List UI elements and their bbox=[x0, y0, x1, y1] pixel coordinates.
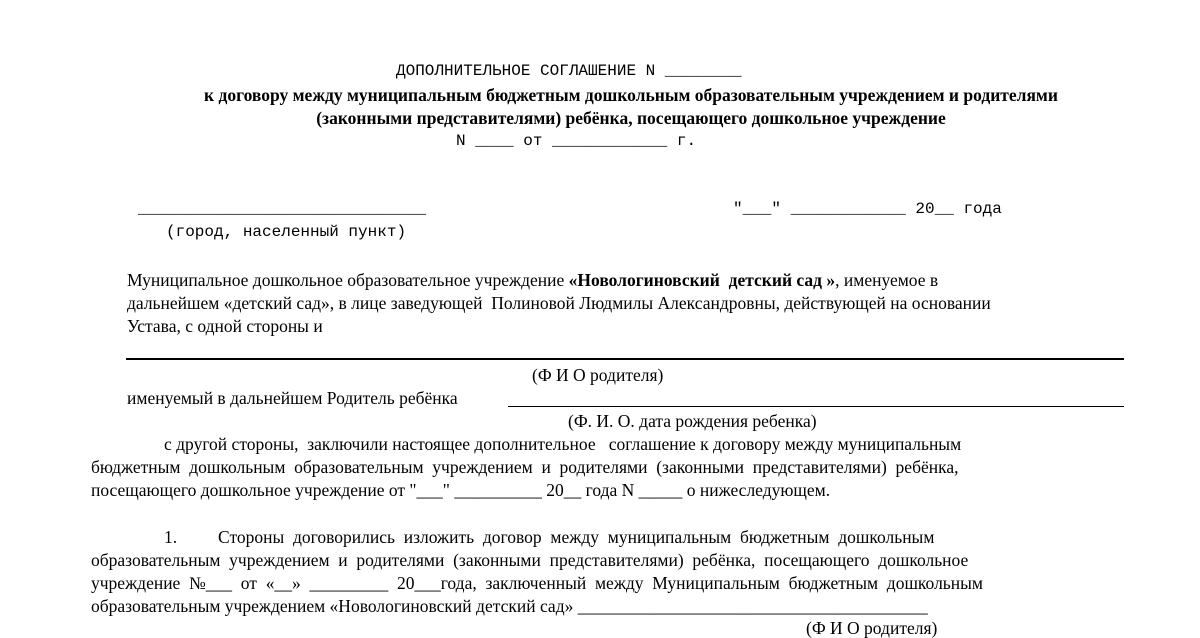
agreement-line3: посещающего дошкольное учреждение от "___" __________ 20__ года N _____ о нижеследующем. bbox=[91, 480, 831, 500]
intro-line1-suffix: , именуемое в bbox=[835, 270, 939, 290]
intro-line3: Устава, с одной стороны и bbox=[127, 316, 323, 336]
city-caption: (город, населенный пункт) bbox=[166, 223, 407, 241]
document-subtitle-line2: (законными представителями) ребёнка, посещающего дошкольное учреждение bbox=[316, 108, 946, 128]
child-fio-rule bbox=[508, 406, 1124, 407]
clause1-line1: Стороны договорились изложить договор между муниципальным бюджетным дошкольным bbox=[218, 527, 935, 547]
clause1-number: 1. bbox=[164, 527, 178, 547]
document-title: ДОПОЛНИТЕЛЬНОЕ СОГЛАШЕНИЕ N ________ bbox=[396, 62, 742, 80]
date-line: "___" ____________ 20__ года bbox=[733, 200, 1002, 218]
intro-line2: дальнейшем «детский сад», в лице заведующей Полиновой Людмилы Александровны, действующей на основании bbox=[127, 293, 991, 313]
child-fio-caption: (Ф. И. О. дата рождения ребенка) bbox=[568, 411, 817, 431]
clause1-line4: образовательным учреждением «Новологиновский детский сад» ________________________________________ bbox=[91, 596, 928, 616]
clause1-line2: образовательным учреждением и родителями (законными представителями) ребёнка, посещающего дошкольное bbox=[91, 550, 969, 570]
parent-fio-rule bbox=[126, 358, 1124, 360]
agreement-line2: бюджетным дошкольным образовательным учреждением и родителями (законными представителями) ребёнка, bbox=[91, 457, 959, 477]
intro-line1 bbox=[127, 272, 938, 290]
clause1-line3: учреждение №___ от «__» _________ 20___года, заключенный между Муниципальным бюджетным дошкольным bbox=[91, 573, 983, 593]
document-number-line: N ____ от ____________ г. bbox=[456, 132, 697, 150]
agreement-line1: с другой стороны, заключили настоящее дополнительное соглашение к договору между муниципальным bbox=[164, 434, 962, 454]
parent-named-label: именуемый в дальнейшем Родитель ребёнка bbox=[127, 388, 458, 408]
document-subtitle-line1: к договору между муниципальным бюджетным дошкольным образовательным учреждением и родителями bbox=[204, 85, 1058, 105]
city-blank: ______________________________ bbox=[138, 200, 427, 218]
kindergarten-name: «Новологиновский детский сад » bbox=[568, 270, 836, 290]
parent-fio-caption: (Ф И О родителя) bbox=[532, 365, 664, 385]
intro-line1-prefix: Муниципальное дошкольное образовательное учреждение bbox=[127, 270, 569, 290]
clause1-caption: (Ф И О родителя) bbox=[806, 618, 938, 638]
